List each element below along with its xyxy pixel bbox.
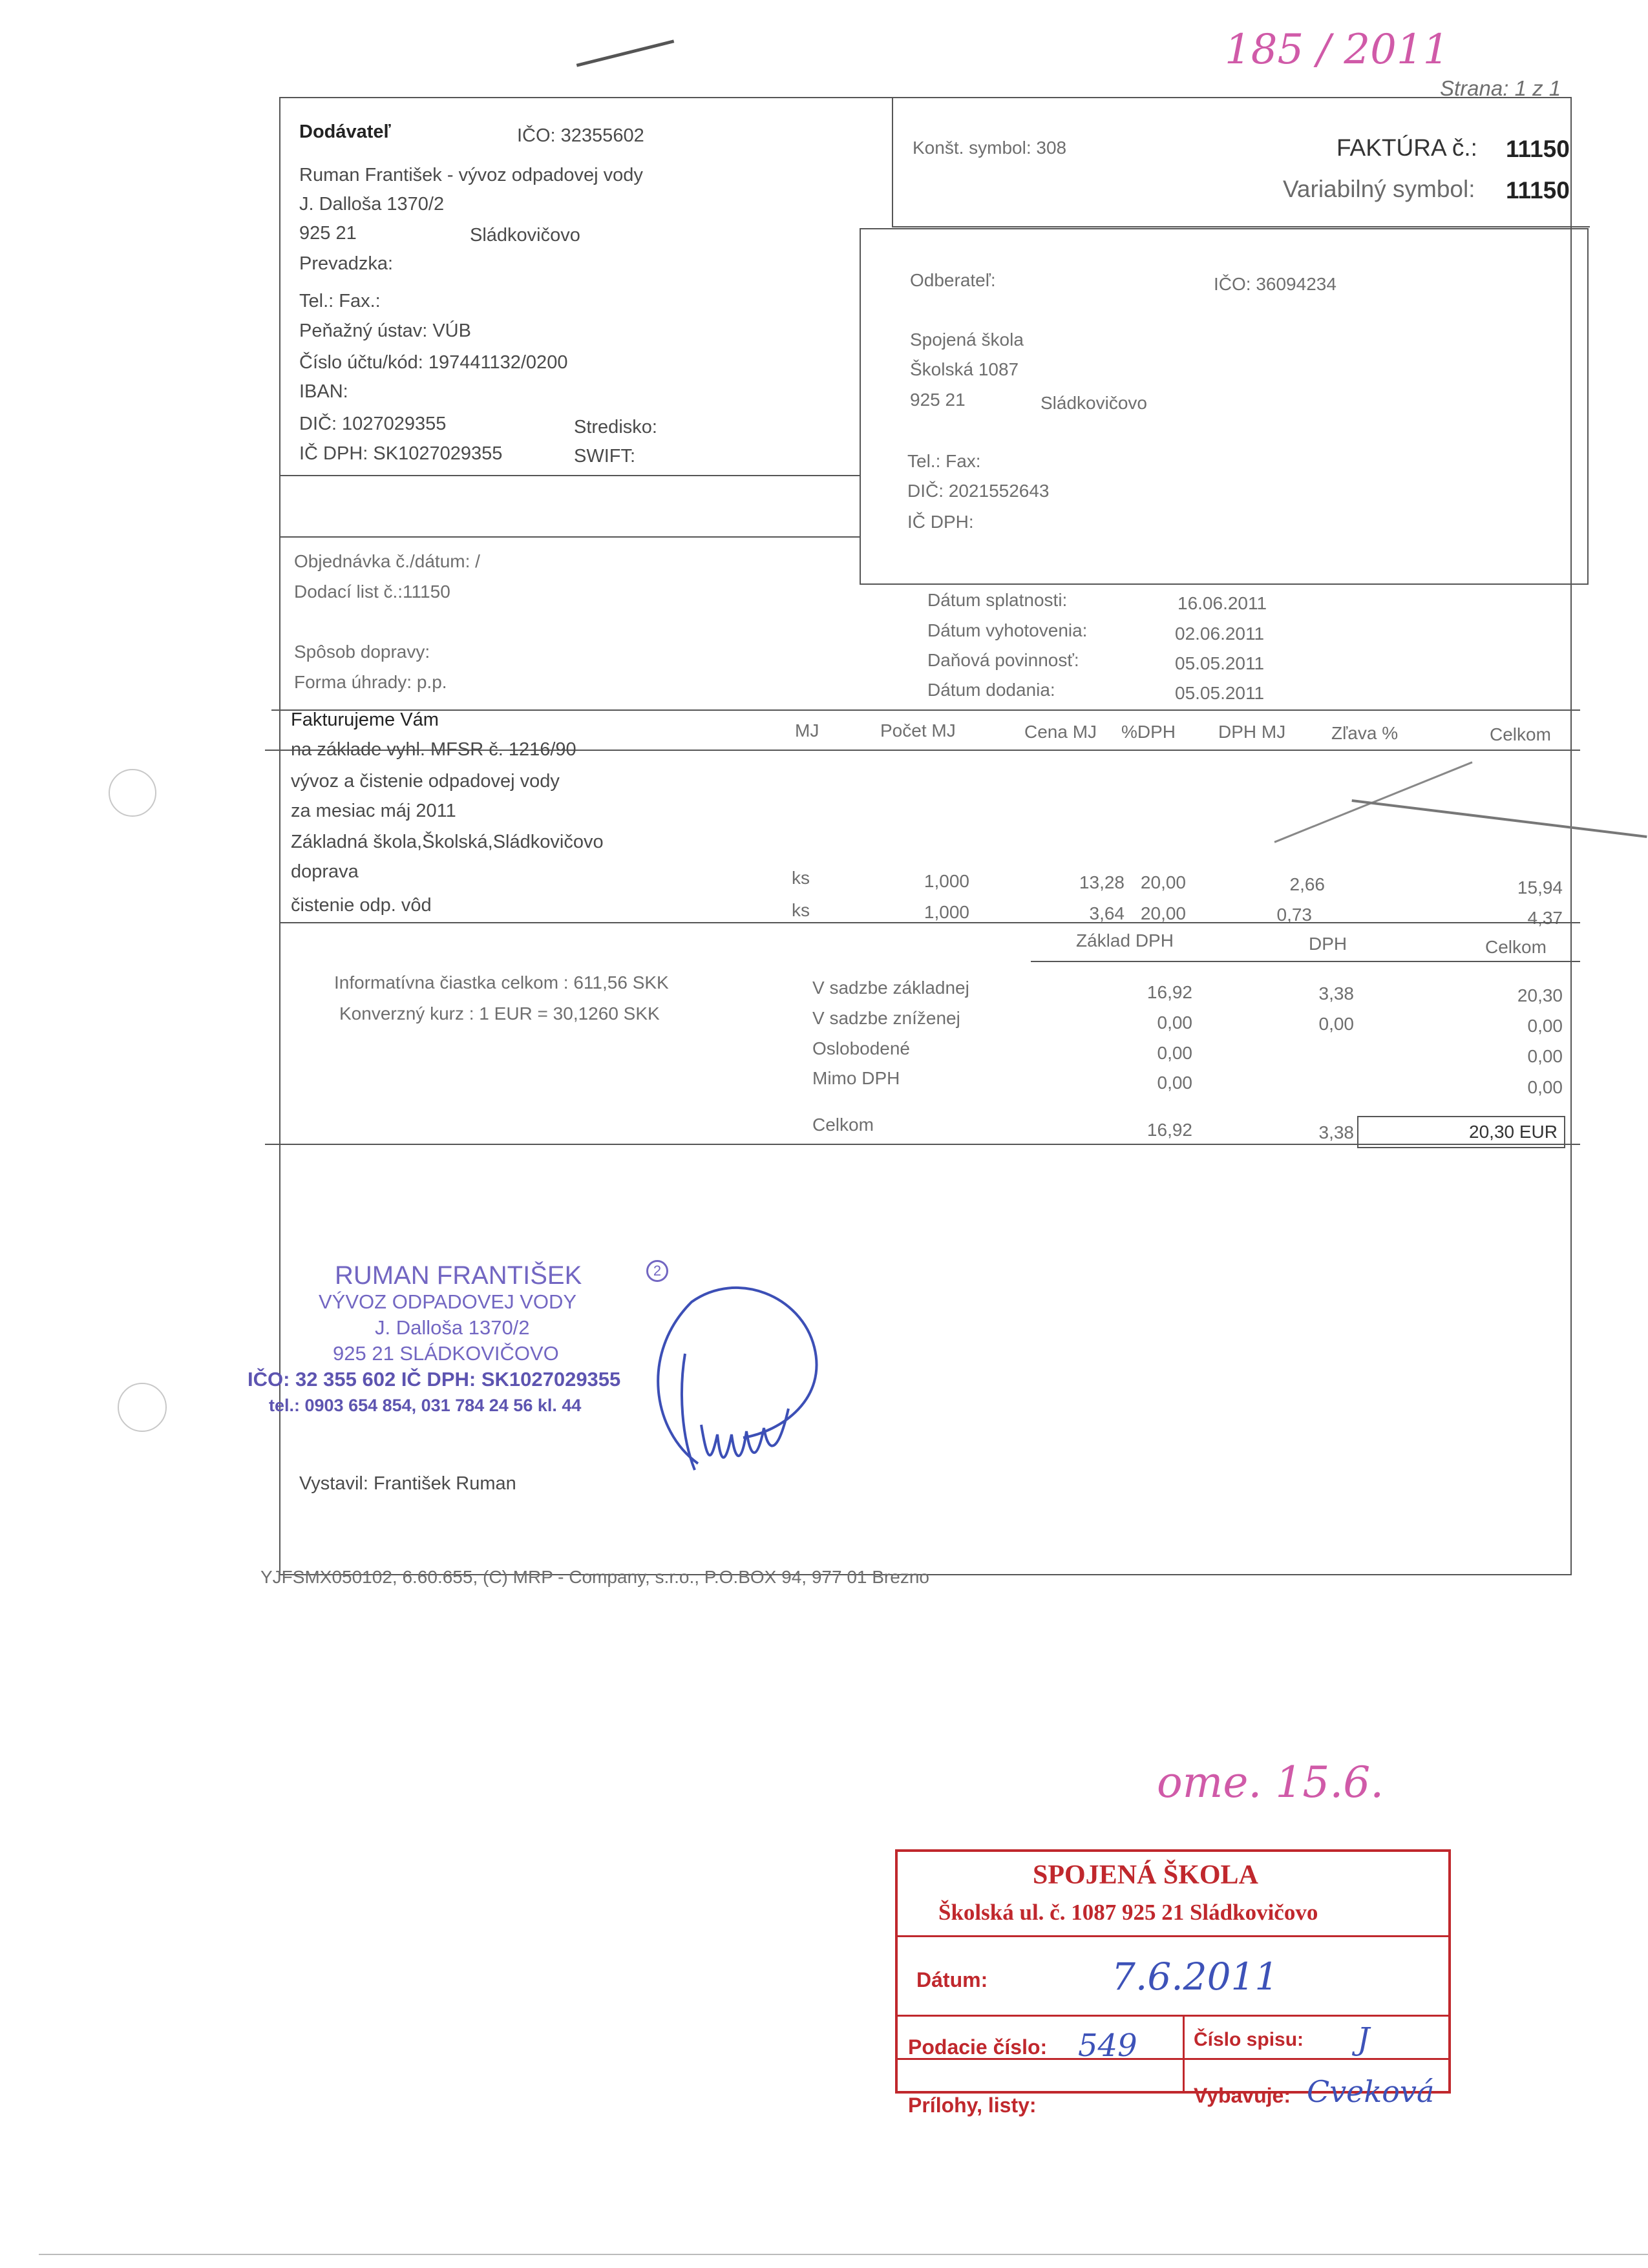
stamp-date-value: 7.6.2011 [1112,1955,1279,1999]
supplier-line-1 [279,475,860,476]
due-date-value: 16.06.2011 [1178,593,1267,613]
variable-symbol-value: 11150 [1506,177,1570,204]
summary-basic-base: 16,92 [1146,982,1192,1002]
item-1-name: doprava [291,861,359,882]
issue-date-value: 02.06.2011 [1175,624,1265,644]
customer-tel: Tel.: Fax: [907,451,981,471]
company-stamp-line-1: RUMAN FRANTIŠEK [335,1261,582,1290]
stamp-vybavuje-value: Cveková [1307,2074,1435,2109]
description-line-4: Základná škola,Školská,Sládkovičovo [291,832,604,852]
items-header-total: Celkom [1490,724,1551,744]
items-header-mj: MJ [795,720,819,740]
supplier-signature [614,1276,853,1489]
company-stamp-line-2: VÝVOZ ODPADOVEJ VODY [319,1290,577,1313]
item-1-vat-mj: 2,66 [1289,874,1325,894]
stamp-school-name: SPOJENÁ ŠKOLA [1033,1860,1258,1890]
supplier-account: Číslo účtu/kód: 197441132/0200 [299,352,568,373]
items-header-desc: Fakturujeme Vám [291,709,439,730]
delivery-date-value: 05.05.2011 [1175,683,1265,703]
company-stamp-line-3: J. Dalloša 1370/2 [375,1316,530,1339]
items-top-line [271,709,1580,711]
description-line-1: na základe vyhl. MFSR č. 1216/90 [291,739,576,760]
info-amount: Informatívna čiastka celkom : 611,56 SKK [334,972,669,992]
supplier-dic: DIČ: 1027029355 [299,414,447,434]
punch-hole-bottom [118,1383,167,1432]
supplier-label: Dodávateľ [299,121,391,142]
customer-name: Spojená škola [910,330,1024,350]
info-conversion-rate: Konverzný kurz : 1 EUR = 30,1260 SKK [339,1003,660,1024]
company-stamp-mark: 2 [646,1260,668,1282]
stamp-school-address: Školská ul. č. 1087 925 21 Sládkovičovo [938,1900,1318,1925]
handwritten-received-note: ome. 15.6. [1157,1758,1384,1807]
item-2-price: 3,64 [1089,903,1125,923]
customer-ico: IČO: 36094234 [1214,274,1336,294]
customer-city: Sládkovičovo [1041,393,1147,413]
summary-nonvat-base: 0,00 [1157,1073,1192,1093]
due-date-label: Dátum splatnosti: [927,590,1068,610]
customer-dic: DIČ: 2021552643 [907,481,1050,501]
stamp-divider [1183,2015,1185,2094]
software-footer: YJFSMX050102, 6.60.655, (C) MRP - Company, s.r.o., P.O.BOX 94, 977 01 Brezno [260,1567,929,1587]
issued-by: Vystavil: František Ruman [299,1473,516,1494]
stamp-spis-value: J [1357,2021,1370,2057]
handwritten-reference: 185 / 2011 [1225,26,1450,74]
transport-method: Spôsob dopravy: [294,642,430,662]
item-1-total: 15,94 [1517,877,1563,898]
stamp-vybavuje-label: Vybavuje: [1194,2084,1291,2107]
item-2-vat-mj: 0,73 [1276,905,1312,925]
item-2-mj: ks [792,900,810,920]
scan-edge-line [39,2254,1648,2255]
totals-label: Celkom [812,1115,874,1135]
items-header-discount: Zľava % [1331,723,1399,743]
supplier-zip: 925 21 [299,223,357,244]
supplier-icdph: IČ DPH: SK1027029355 [299,443,503,464]
payment-method: Forma úhrady: p.p. [294,672,447,692]
stamp-line-1 [895,1935,1451,1937]
items-bottom-line [279,922,1580,923]
konst-symbol: Konšt. symbol: 308 [913,138,1067,158]
customer-label: Odberateľ: [910,270,996,290]
item-1-mj: ks [792,868,810,888]
supplier-iban: IBAN: [299,381,348,402]
invoice-title: FAKTÚRA č.: [1336,134,1477,161]
summary-header-total: Celkom [1485,937,1547,957]
stamp-line-3 [895,2058,1451,2060]
items-header-vat-mj: DPH MJ [1218,722,1286,742]
item-1-vat: 20,00 [1140,872,1186,892]
description-line-2: vývoz a čistenie odpadovej vody [291,771,560,792]
item-2-qty: 1,000 [924,902,969,922]
tax-date-label: Daňová povinnosť: [927,650,1079,670]
delivery-date-label: Dátum dodania: [927,680,1055,700]
company-stamp-line-4: 925 21 SLÁDKOVIČOVO [333,1342,559,1365]
page-number: Strana: 1 z 1 [1440,76,1561,100]
company-stamp-line-5: IČO: 32 355 602 IČ DPH: SK1027029355 [248,1368,621,1391]
item-2-name: čistenie odp. vôd [291,895,432,916]
summary-exempt-label: Oslobodené [812,1038,911,1058]
totals-base: 16,92 [1146,1120,1192,1140]
customer-street: Školská 1087 [910,359,1019,379]
summary-exempt-total: 0,00 [1527,1046,1563,1066]
supplier-prevadzka: Prevadzka: [299,253,394,274]
summary-basic-vat: 3,38 [1318,983,1354,1003]
summary-reduced-vat: 0,00 [1318,1014,1354,1034]
supplier-line-2 [279,536,860,538]
item-2-total: 4,37 [1527,908,1563,928]
customer-top-line [892,226,1590,227]
totals-vat: 3,38 [1318,1122,1354,1142]
item-2-vat: 20,00 [1140,903,1186,923]
description-line-3: za mesiac máj 2011 [291,801,456,821]
items-header-price: Cena MJ [1024,722,1097,742]
item-1-price: 13,28 [1079,872,1125,892]
stamp-date-label: Dátum: [916,1968,988,1991]
punch-hole-top [109,769,156,817]
stamp-spis-label: Číslo spisu: [1194,2029,1304,2050]
summary-basic-label: V sadzbe základnej [812,978,969,998]
summary-header-vat: DPH [1309,934,1347,954]
summary-exempt-base: 0,00 [1157,1043,1192,1063]
stamp-podacie-label: Podacie číslo: [908,2035,1048,2059]
summary-reduced-base: 0,00 [1157,1013,1192,1033]
grand-total: 20,30 EUR [1469,1122,1558,1142]
invoice-number: 11150 [1506,136,1570,162]
company-stamp-line-6: tel.: 0903 654 854, 031 784 24 56 kl. 44 [269,1396,582,1415]
summary-reduced-total: 0,00 [1527,1016,1563,1036]
header-divider [892,97,893,226]
pen-stroke [576,39,675,67]
customer-icdph: IČ DPH: [907,512,974,532]
supplier-swift: SWIFT: [574,446,636,467]
item-1-qty: 1,000 [924,871,969,891]
variable-symbol-label: Variabilný symbol: [1283,176,1475,202]
supplier-street: J. Dalloša 1370/2 [299,194,445,215]
order-number: Objednávka č./dátum: / [294,551,480,571]
summary-reduced-label: V sadzbe zníženej [812,1008,960,1028]
supplier-tel: Tel.: Fax.: [299,291,381,311]
stamp-prilohy-label: Prílohy, listy: [908,2094,1037,2117]
stamp-line-2 [895,2015,1451,2017]
items-header-qty: Počet MJ [880,720,956,740]
supplier-ico: IČO: 32355602 [517,125,644,146]
summary-basic-total: 20,30 [1517,985,1563,1005]
supplier-city: Sládkovičovo [470,225,580,246]
summary-header-base: Základ DPH [1076,930,1174,950]
summary-header-line [1031,961,1580,962]
stamp-podacie-value: 549 [1078,2028,1137,2064]
delivery-note: Dodací list č.:11150 [294,582,450,602]
summary-bottom-line [265,1144,1580,1145]
issue-date-label: Dátum vyhotovenia: [927,620,1088,640]
items-header-vat: %DPH [1121,722,1176,742]
summary-nonvat-label: Mimo DPH [812,1068,900,1088]
supplier-bank: Peňažný ústav: VÚB [299,320,471,341]
customer-zip: 925 21 [910,390,966,410]
summary-nonvat-total: 0,00 [1527,1077,1563,1097]
tax-date-value: 05.05.2011 [1175,653,1265,673]
supplier-stredisko: Stredisko: [574,417,657,437]
supplier-name: Ruman František - vývoz odpadovej vody [299,165,643,185]
